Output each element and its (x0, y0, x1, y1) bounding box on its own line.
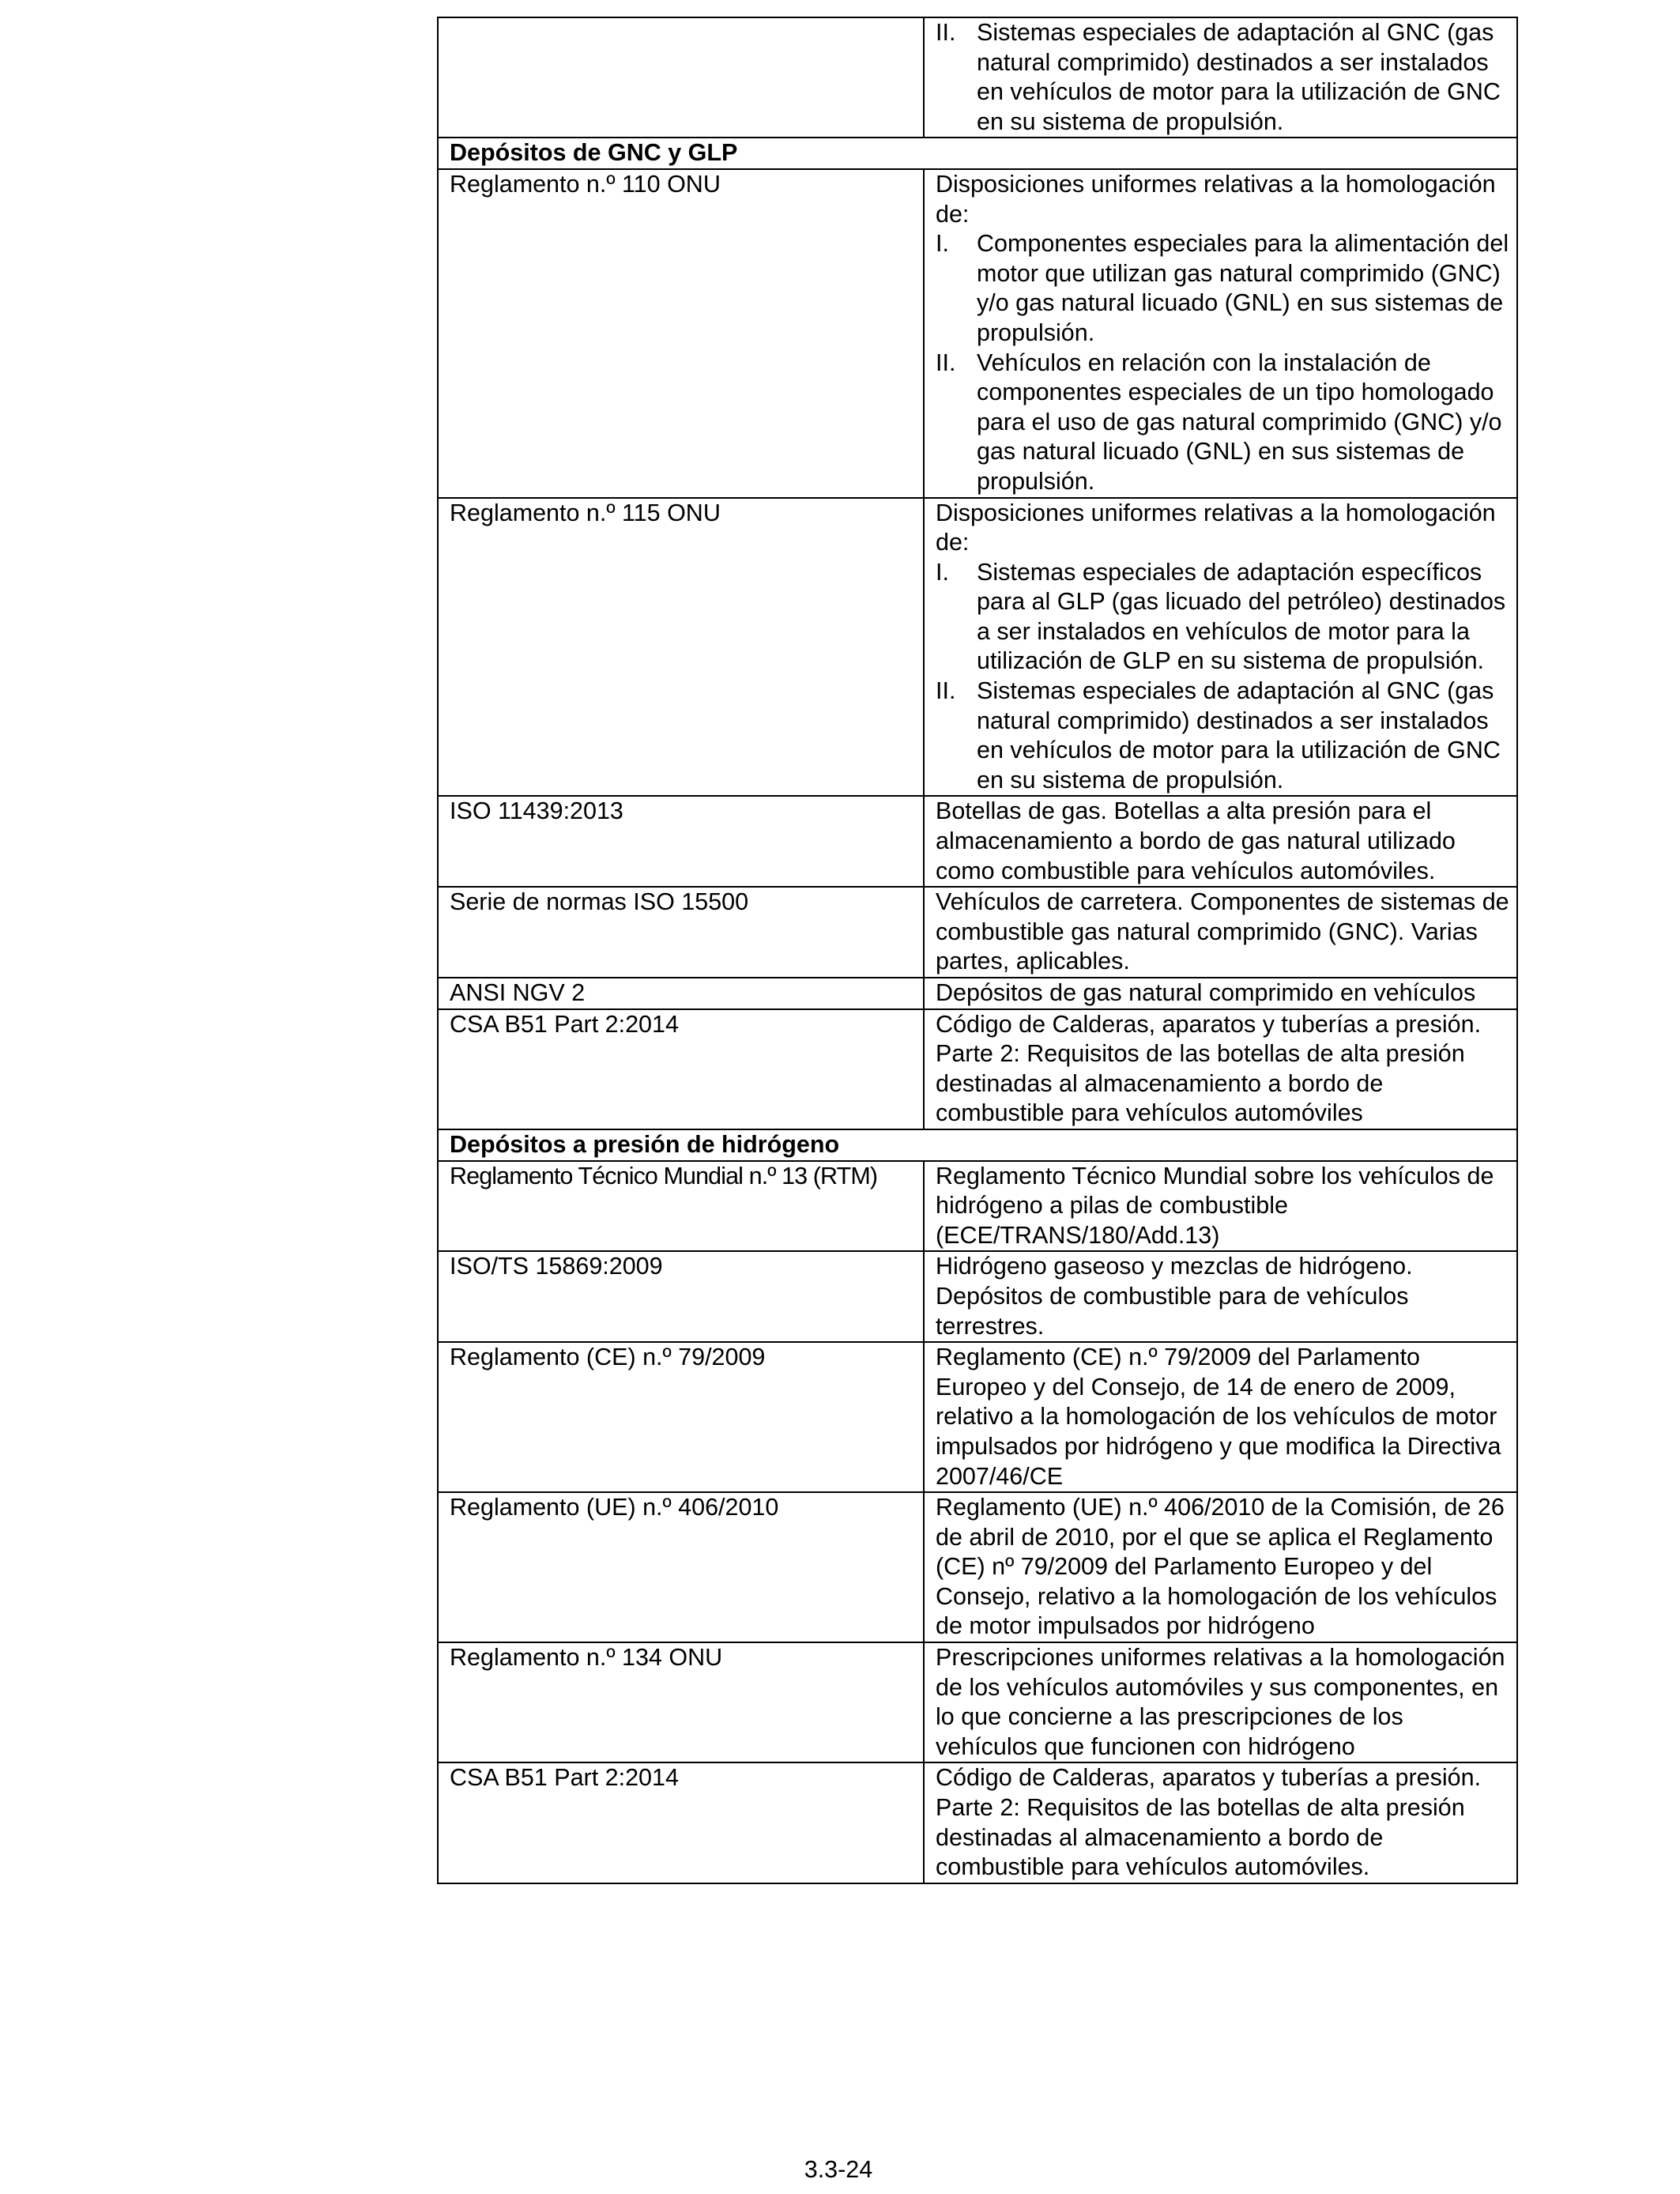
standard-description (924, 1251, 1517, 1342)
standard-reference: Reglamento n.º 115 ONU (438, 498, 924, 797)
table-row (438, 1009, 1517, 1129)
description-intro: Disposiciones uniformes relativas a la homologación de: (936, 170, 1496, 228)
standard-description (924, 978, 1517, 1009)
description-text: Código de Calderas, aparatos y tuberías a presión. Parte 2: Requisitos de las botellas de alta presión destinadas al almacenamiento a bordo de combustible para vehículos automóviles (936, 1010, 1482, 1127)
standards-table-body (438, 17, 1517, 1883)
standard-reference: Serie de normas ISO 15500 (438, 887, 924, 978)
description-intro: Disposiciones uniformes relativas a la homologación de: (936, 499, 1496, 556)
table-row (438, 796, 1517, 887)
description-text: Hidrógeno gaseoso y mezclas de hidrógeno. Depósitos de combustible para de vehículos terrestres. (936, 1253, 1413, 1340)
standard-reference: CSA B51 Part 2:2014 (438, 1009, 924, 1129)
description-text: Reglamento Técnico Mundial sobre los vehículos de hidrógeno a pilas de combustible (ECE/TRANS/180/Add.13) (936, 1162, 1494, 1249)
list-item-number: II. (936, 349, 956, 376)
list-item-number: I. (936, 230, 949, 258)
list-item (936, 229, 1510, 348)
description-text: Código de Calderas, aparatos y tuberías a presión. Parte 2: Requisitos de las botellas de alta presión destinadas al almacenamiento a bordo de combustible para vehículos automóviles. (936, 1764, 1482, 1881)
standard-description (924, 1642, 1517, 1762)
standard-reference: ISO/TS 15869:2009 (438, 1251, 924, 1342)
list-item-number: I. (936, 558, 949, 586)
standard-description (924, 1161, 1517, 1252)
standard-description (924, 17, 1517, 138)
list-item-text: Componentes especiales para la alimentación del motor que utilizan gas natural comprimido (GNC) y/o gas natural licuado (GNL) en sus sistemas de propulsión. (977, 230, 1509, 346)
standard-reference: Reglamento (UE) n.º 406/2010 (438, 1492, 924, 1642)
table-row (438, 1342, 1517, 1492)
table-row (438, 1161, 1517, 1252)
list-item (936, 18, 1510, 137)
description-list (936, 18, 1510, 137)
standard-reference: Reglamento (CE) n.º 79/2009 (438, 1342, 924, 1492)
standard-description (924, 1009, 1517, 1129)
description-text: Prescripciones uniformes relativas a la homologación de los vehículos automóviles y sus componentes, en lo que concierne a las prescripciones de los vehículos que funcionen con hidrógeno (936, 1644, 1505, 1760)
list-item (936, 349, 1510, 497)
standard-description (924, 169, 1517, 498)
description-text: Vehículos de carretera. Componentes de sistemas de combustible gas natural comprimido (GNC). Varias partes, aplicables. (936, 888, 1509, 975)
list-item (936, 677, 1510, 795)
standard-reference: ANSI NGV 2 (438, 978, 924, 1009)
standard-reference: Reglamento n.º 110 ONU (438, 169, 924, 498)
standards-table (437, 17, 1518, 1884)
description-text: Depósitos de gas natural comprimido en vehículos (936, 979, 1476, 1006)
table-row (438, 498, 1517, 797)
standard-reference: Reglamento n.º 134 ONU (438, 1642, 924, 1762)
list-item-text: Vehículos en relación con la instalación de componentes especiales de un tipo homologado para el uso de gas natural comprimido (GNC) y/o gas natural licuado (GNL) en sus sistemas de propulsión. (977, 349, 1502, 495)
table-row (438, 1642, 1517, 1762)
standard-description (924, 1342, 1517, 1492)
list-item-number: II. (936, 677, 956, 705)
table-row (438, 169, 1517, 498)
list-item-text: Sistemas especiales de adaptación específicos para al GLP (gas licuado del petróleo) destinados a ser instalados en vehículos de motor para la utilización de GLP en su sistema de propulsión. (977, 558, 1506, 675)
standard-description (924, 1492, 1517, 1642)
section-header-row (438, 138, 1517, 169)
standard-description (924, 498, 1517, 797)
standard-description (924, 796, 1517, 887)
section-title: Depósitos a presión de hidrógeno (438, 1129, 1517, 1161)
table-row (438, 17, 1517, 138)
standard-description (924, 1762, 1517, 1883)
table-row (438, 887, 1517, 978)
list-item-text: Sistemas especiales de adaptación al GNC (gas natural comprimido) destinados a ser instalados en vehículos de motor para la utilización de GNC en su sistema de propulsión. (977, 677, 1501, 794)
description-list (936, 558, 1510, 796)
table-row (438, 1762, 1517, 1883)
list-item-text: Sistemas especiales de adaptación al GNC (gas natural comprimido) destinados a ser instalados en vehículos de motor para la utilización de GNC en su sistema de propulsión. (977, 19, 1501, 135)
description-text: Botellas de gas. Botellas a alta presión para el almacenamiento a bordo de gas natural utilizado como combustible para vehículos automóviles. (936, 797, 1456, 884)
standard-reference: ISO 11439:2013 (438, 796, 924, 887)
standard-reference (438, 17, 924, 138)
description-text: Reglamento (UE) n.º 406/2010 de la Comisión, de 26 de abril de 2010, por el que se aplica el Reglamento (CE) nº 79/2009 del Parlamento Europeo y del Consejo, relativo a la homologación de los vehículos de motor impulsados por hidrógeno (936, 1494, 1505, 1640)
section-header-row (438, 1129, 1517, 1161)
standard-reference: CSA B51 Part 2:2014 (438, 1762, 924, 1883)
description-text: Reglamento (CE) n.º 79/2009 del Parlamento Europeo y del Consejo, de 14 de enero de 2009, relativo a la homologación de los vehículos de motor impulsados por hidrógeno y que modifica la Directiva 2007/46/CE (936, 1344, 1501, 1490)
section-title: Depósitos de GNC y GLP (438, 138, 1517, 169)
table-row (438, 1492, 1517, 1642)
standard-reference: Reglamento Técnico Mundial n.º 13 (RTM) (438, 1161, 924, 1252)
page-number-text: 3.3-24 (804, 2156, 873, 2183)
standard-description (924, 887, 1517, 978)
list-item (936, 558, 1510, 677)
description-list (936, 229, 1510, 496)
table-row (438, 1251, 1517, 1342)
page-number (0, 2156, 1679, 2184)
table-row (438, 978, 1517, 1009)
list-item-number: II. (936, 19, 956, 46)
